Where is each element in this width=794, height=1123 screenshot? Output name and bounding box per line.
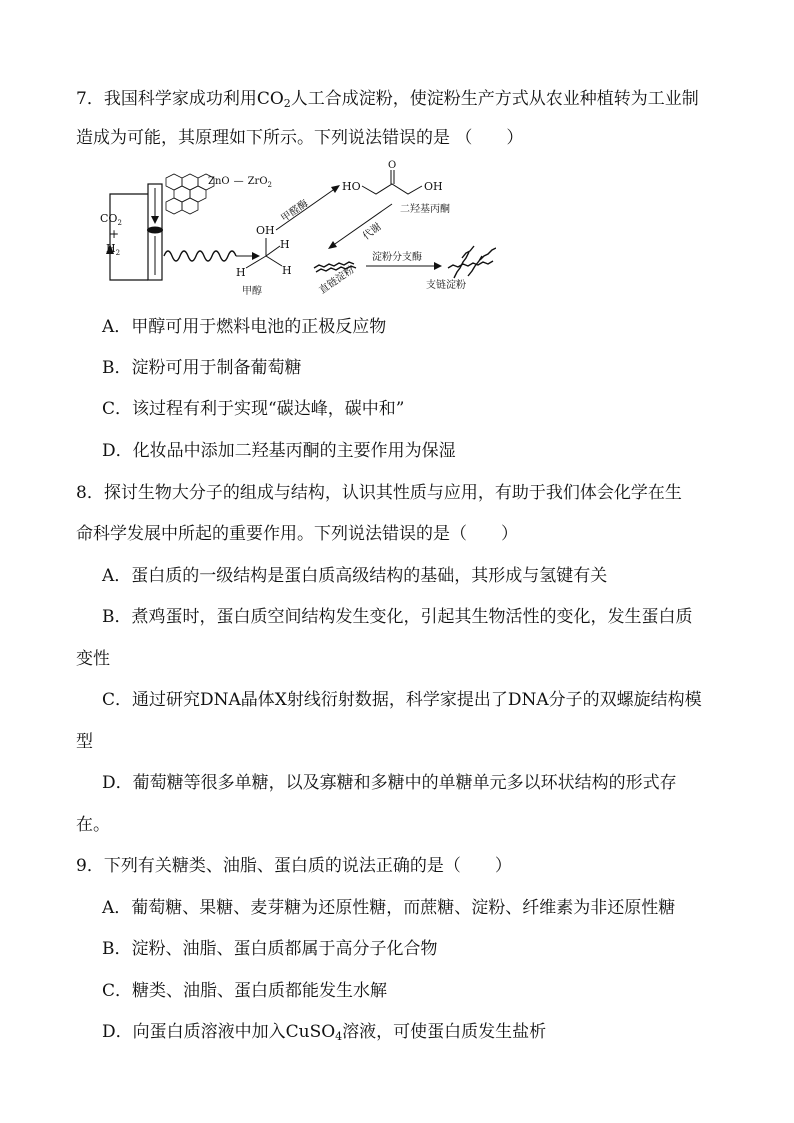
q7-option-a: A．甲醇可用于燃料电池的正极反应物 [102, 317, 387, 337]
svg-text:O: O [388, 160, 397, 171]
q7-option-b: B．淀粉可用于制备葡萄糖 [102, 358, 302, 378]
amylopectin-branches [448, 246, 496, 278]
svg-text:HO: HO [342, 180, 361, 193]
q9-option-d: D．向蛋白质溶液中加入CuSO$_4$溶液，可使蛋白质发生盐析 [102, 1022, 547, 1043]
metabolism-arrow [332, 204, 392, 246]
q7-stem-line1: 7．我国科学家成功利用$CO_2$人工合成淀粉，使淀粉生产方式从农业种植转为工业制 [76, 89, 699, 110]
coil [164, 251, 236, 261]
svg-text:OH: OH [256, 224, 275, 237]
q8-option-d-line1: D．葡萄糖等很多单糖，以及寡糖和多糖中的单糖单元多以环状结构的形式存 [102, 773, 677, 793]
q9-option-c: C．糖类、油脂、蛋白质都能发生水解 [102, 981, 388, 1001]
dha-backbone [362, 184, 422, 194]
q8-option-b-line1: B．煮鸡蛋时，蛋白质空间结构发生变化，引起其生物活性的变化，发生蛋白质 [102, 607, 693, 627]
q9-option-b: B．淀粉、油脂、蛋白质都属于高分子化合物 [102, 939, 438, 959]
starch-synthesis-diagram [96, 160, 496, 300]
q8-option-b-line2: 变性 [76, 649, 110, 669]
svg-text:直链淀粉: 直链淀粉 [317, 264, 357, 297]
svg-text:+: + [109, 227, 120, 241]
q8-option-c-line1: C．通过研究DNA晶体X射线衍射数据，科学家提出了DNA分子的双螺旋结构模 [102, 690, 702, 710]
svg-text:H: H [282, 264, 292, 277]
catalyst-lattice [166, 174, 214, 214]
catalyst-bed [147, 227, 163, 234]
svg-text:二羟基丙酮: 二羟基丙酮 [400, 204, 450, 215]
svg-text:H2: $H_2$ [106, 242, 121, 257]
q8-option-d-line2: 在。 [76, 815, 110, 835]
svg-text:H: H [236, 266, 246, 279]
svg-text:甲醇: 甲醇 [242, 286, 262, 297]
q8-option-a: A．蛋白质的一级结构是蛋白质高级结构的基础，其形成与氢键有关 [102, 566, 608, 586]
q7-option-c: C．该过程有利于实现“碳达峰，碳中和” [102, 399, 405, 419]
q8-option-c-line2: 型 [76, 732, 93, 752]
svg-text:代谢: 代谢 [361, 221, 384, 243]
q9-option-a: A．葡萄糖、果糖、麦芽糖为还原性糖，而蔗糖、淀粉、纤维素为非还原性糖 [102, 898, 676, 918]
q8-stem-line1: 8．探讨生物大分子的组成与结构，认识其性质与应用，有助于我们体会化学在生 [76, 483, 682, 503]
q9-stem: 9．下列有关糖类、油脂、蛋白质的说法正确的是（ ） [76, 856, 512, 876]
q7-stem-line2: 造成为可能，其原理如下所示。下列说法错误的是 （ ） [76, 128, 524, 148]
svg-text:ZnO—ZrO2: ZnO — ZrO$_2$ [208, 176, 272, 189]
svg-text:淀粉分支酶: 淀粉分支酶 [372, 252, 422, 263]
q7-option-d: D．化妆品中添加二羟基丙酮的主要作用为保湿 [102, 441, 456, 461]
svg-text:OH: OH [424, 180, 443, 193]
svg-text:支链淀粉: 支链淀粉 [426, 280, 466, 291]
q8-stem-line2: 命科学发展中所起的重要作用。下列说法错误的是（ ） [76, 524, 518, 544]
svg-text:甲醛酶: 甲醛酶 [279, 198, 311, 225]
svg-text:H: H [280, 238, 290, 251]
svg-text:CO2: $CO_2$ [100, 212, 122, 227]
